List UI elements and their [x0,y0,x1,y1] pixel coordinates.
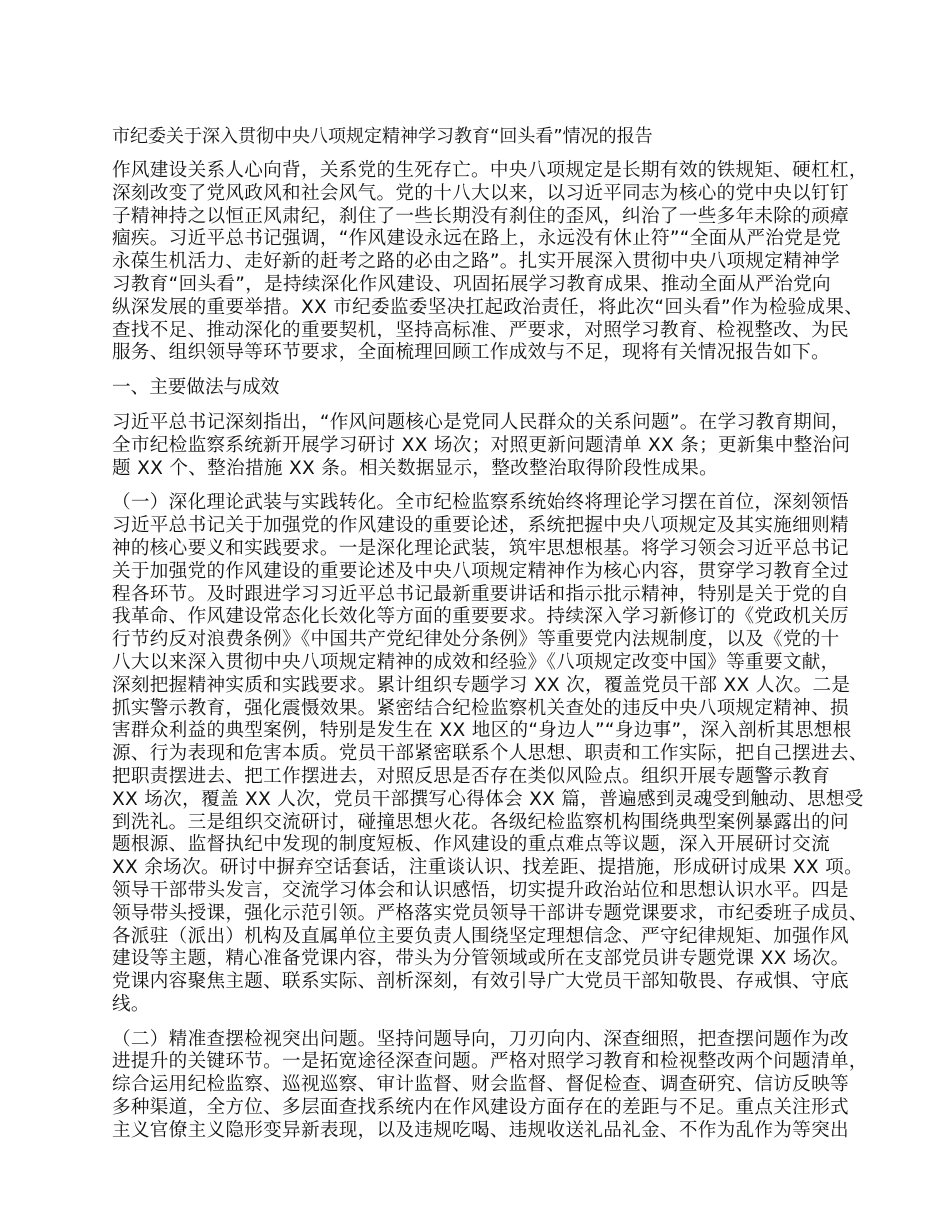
text-line: 行节约反对浪费条例》《中国共产党纪律处分条例》等重要党内法规制度，以及《党的十 [112,629,840,651]
text-line: 程各环节。及时跟进学习习近平总书记最新重要讲话和指示批示精神，特别是关于党的自 [112,583,849,605]
document-body [112,160,868,1143]
text-line: XX 余场次。研讨中摒弃空话套话，注重谈认识、找差距、提措施，形成研讨成果 XX 项。 [112,857,863,879]
text-line: 题 XX 个、整治措施 XX 条。相关数据显示，整改整治取得阶段性成果。 [112,457,719,479]
text-line: 深刻把握精神实质和实践要求。累计组织专题学习 XX 次，覆盖党员干部 XX 人次。二是 [112,674,851,696]
text-line: 深刻改变了党风政风和社会风气。党的十八大以来，以习近平同志为核心的党中央以钉钉 [112,182,849,204]
text-line: 一、主要做法与成效 [112,377,280,399]
section-heading [112,377,852,400]
document-page [112,125,868,1155]
text-line: 题根源、监督执纪中发现的制度短板、作风建设的重点难点等议题，深入开展研讨交流 [112,834,830,856]
text-line: （二）精准查摆检视突出问题。坚持问题导向，刀刃向内、深查细照，把查摆问题作为改 [112,1028,849,1050]
text-line: 神的核心要义和实践要求。一是深化理论武装，筑牢思想根基。将学习领会习近平总书记 [112,537,849,559]
text-line: 党课内容聚焦主题、联系实际、剖析深刻，有效引导广大党员干部知敬畏、存戒惧、守底 [112,971,849,993]
text-line: 线。 [112,993,150,1015]
text-line: 进提升的关键环节。一是拓宽途径深查问题。严格对照学习教育和检视整改两个问题清单， [112,1051,868,1073]
text-line: 关于加强党的作风建设的重要论述及中央八项规定精神作为核心内容，贯穿学习教育全过 [112,560,849,582]
text-line: 习近平总书记深刻指出，“作风问题核心是党同人民群众的关系问题”。在学习教育期间， [112,411,850,433]
text-line: 查找不足、推动深化的重要契机，坚持高标准、严要求，对照学习教育、检视整改、为民 [112,319,849,341]
text-line: 全市纪检监察系统新开展学习研讨 XX 场次；对照更新问题清单 XX 条；更新集中整治问 [112,434,851,456]
paragraph [112,160,868,365]
text-line: 多种渠道，全方位、多层面查找系统内在作风建设方面存在的差距与不足。重点关注形式 [112,1097,849,1119]
text-line: 习近平总书记关于加强党的作风建设的重要论述，系统把握中央八项规定及其实施细则精 [112,515,849,537]
text-line: 纵深发展的重要举措。XX 市纪委监委坚决扛起政治责任，将此次“回头看”作为检验成果、 [112,296,864,318]
text-line: 永葆生机活力、走好新的赶考之路的必由之路”。扎实开展深入贯彻中央八项规定精神学 [112,251,840,273]
text-line: 综合运用纪检监察、巡视巡察、审计监督、财会监督、督促检查、调查研究、信访反映等 [112,1074,849,1096]
paragraph [112,1028,868,1143]
text-line: XX 场次，覆盖 XX 人次，党员干部撰写心得体会 XX 篇，普遍感到灵魂受到触动、思想受 [112,788,864,810]
text-line: 我革命、作风建设常态化长效化等方面的重要要求。持续深入学习新修订的《党政机关厉 [112,606,849,628]
text-line: 源、行为表现和危害本质。党员干部紧密联系个人思想、职责和工作实际，把自己摆进去、 [112,743,868,765]
text-line: 主义官僚主义隐形变异新表现，以及违规吃喝、违规收送礼品礼金、不作为乱作为等突出 [112,1119,849,1141]
paragraph [112,412,852,480]
text-line: （一）深化理论武装与实践转化。全市纪检监察系统始终将理论学习摆在首位，深刻领悟 [112,492,849,514]
text-line: 痼疾。习近平总书记强调，“作风建设永远在路上，永远没有休止符”“全面从严治党是党 [112,228,841,250]
text-line: 到洗礼。三是组织交流研讨，碰撞思想火花。各级纪检监察机构围绕典型案例暴露出的问 [112,811,849,833]
text-line: 服务、组织领导等环节要求，全面梳理回顾工作成效与不足，现将有关情况报告如下。 [112,342,830,364]
text-line: 各派驻（派出）机构及直属单位主要负责人围绕坚定理想信念、严守纪律规矩、加强作风 [112,925,849,947]
text-line: 子精神持之以恒正风肃纪，刹住了一些长期没有刹住的歪风，纠治了一些多年未除的顽瘴 [112,205,849,227]
paragraph [112,492,868,1016]
text-line: 害群众利益的典型案例，特别是发生在 XX 地区的“身边人”“身边事”，深入剖析其思想根 [112,720,852,742]
text-line: 领导干部带头发言，交流学习体会和认识感悟，切实提升政治站位和思想认识水平。四是 [112,879,849,901]
text-line: 把职责摆进去、把工作摆进去，对照反思是否存在类似风险点。组织开展专题警示教育 [112,765,830,787]
text-line: 作风建设关系人心向背，关系党的生死存亡。中央八项规定是长期有效的铁规矩、硬杠杠， [112,160,868,181]
text-line: 八大以来深入贯彻中央八项规定精神的成效和经验》《八项规定改变中国》等重要文献， [112,651,840,673]
text-line: 习教育“回头看”，是持续深化作风建设、巩固拓展学习教育成果、推动全面从严治党向 [112,273,831,295]
text-line: 抓实警示教育，强化震慑效果。紧密结合纪检监察机关查处的违反中央八项规定精神、损 [112,697,849,719]
text-line: 建设等主题，精心准备党课内容，带头为分管领域或所在支部党员讲专题党课 XX 场次。 [112,948,850,970]
text-line: 领导带头授课，强化示范引领。严格落实党员领导干部讲专题党课要求，市纪委班子成员、 [112,902,868,924]
document-title: 市纪委关于深入贯彻中央八项规定精神学习教育“回头看”情况的报告 [112,126,653,147]
